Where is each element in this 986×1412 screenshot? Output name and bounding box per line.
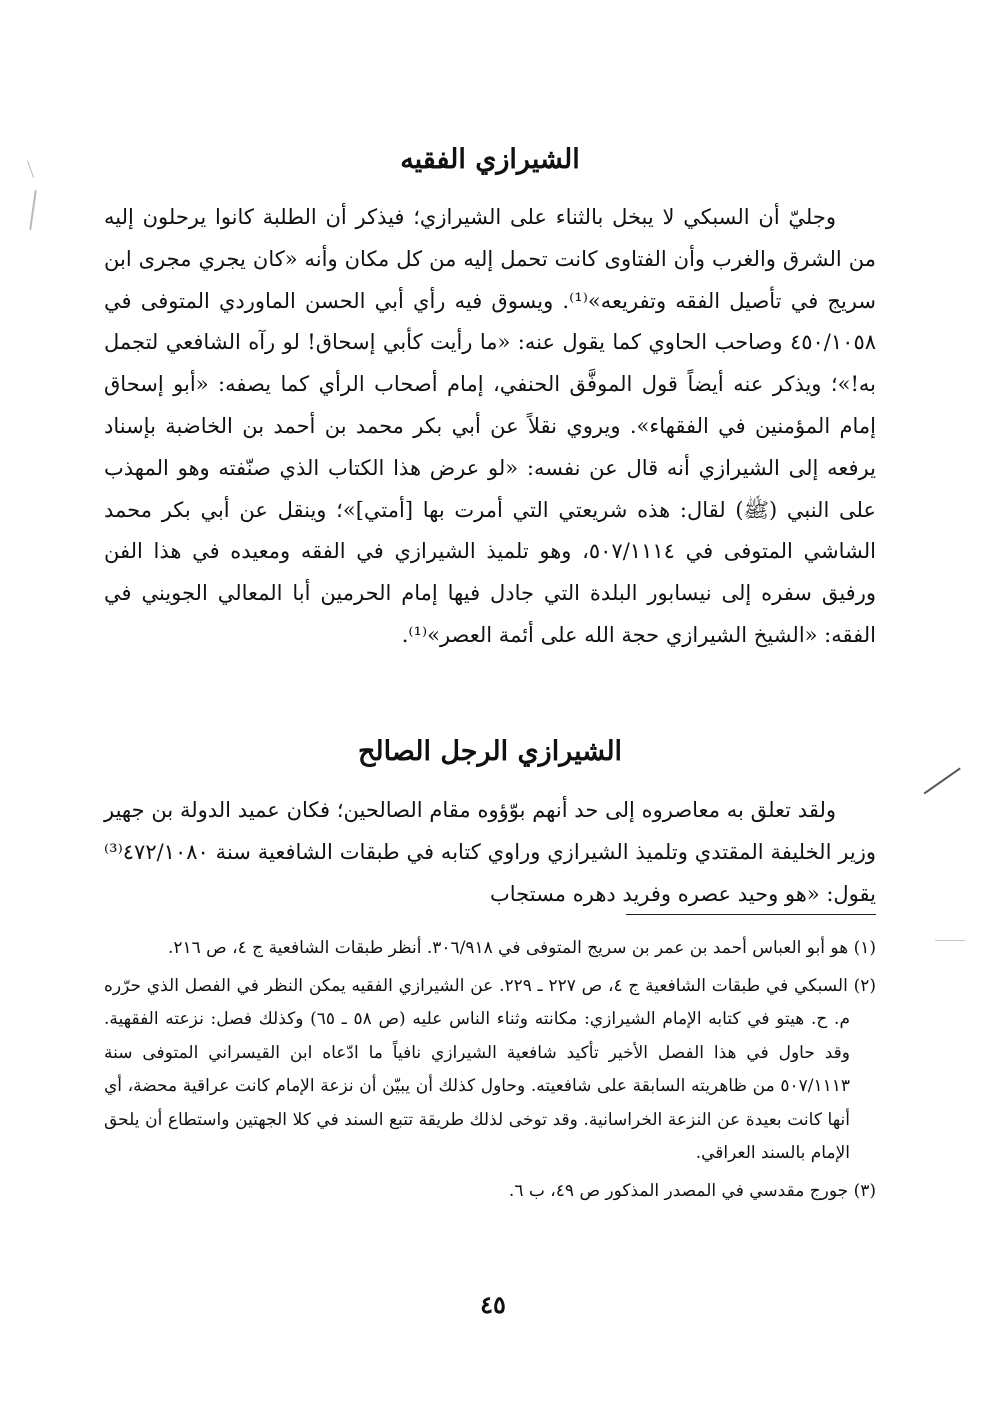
footnote-2: (٢) السبكي في طبقات الشافعية ج ٤، ص ٢٢٧ ـ ٢٢٩. عن الشيرازي الفقيه يمكن النظر في الفصل الذي حرّره م. ح. هيتو في كتابه الإمام الشيرازي: مكانته وثناء الناس عليه (ص ٥٨ ـ ٦٥) وكذلك فصل: نزعته الفقهية. وقد حاول في هذا الفصل الأخير تأكيد شافعية الشيرازي نافياً ما ادّعاه ابن القيسراني المتوفى سنة ٥٠٧/١١١٣ من ظاهريته السابقة على شافعيته. وحاول كذلك أن يبيّن أن نزعة الإمام كانت عراقية محضة، أي أنها كانت بعيدة عن النزعة الخراسانية. وقد توخى لذلك طريقة تتبع السند في كلا الجهتين واستطاع أن يلحق الإمام بالسند العراقي. (104, 975, 876, 1163)
scan-artifact (27, 160, 34, 177)
scan-artifact (29, 190, 36, 230)
footnote-1: (١) هو أبو العباس أحمد بن عمر بن سريج المتوفى في ٣٠٦/٩١٨. أنظر طبقات الشافعية ج ٤، ص ٢١٦. (167, 938, 876, 958)
footnote-separator (626, 914, 876, 915)
paragraph-righteous-man: ولقد تعلق به معاصروه إلى حد أنهم بوّؤوه مقام الصالحين؛ فكان عميد الدولة بن جهير وزير الخليفة المقتدي وتلميذ الشيرازي وراوي كتابه في طبقات الشافعية سنة ٤٧٢/١٠٨٠⁽³⁾ يقول: «هو وحيد عصره وفريد دهره مستجاب (104, 798, 876, 906)
scan-artifact (924, 768, 961, 794)
footnotes (104, 932, 876, 1212)
section-heading-righteous-man: الشيرازي الرجل الصالح (357, 736, 623, 767)
scan-artifact (935, 940, 965, 941)
paragraph-jurist: وجليّ أن السبكي لا يبخل بالثناء على الشيرازي؛ فيذكر أن الطلبة كانوا يرحلون إليه من الشرق والغرب وأن الفتاوى كانت تحمل إليه من كل مكان وأنه «كان يجري مجرى ابن سريج في تأصيل الفقه وتفريعه»⁽¹⁾. ويسوق فيه رأي أبي الحسن الماوردي المتوفى في ٤٥٠/١٠٥٨ وصاحب الحاوي كما يقول عنه: «ما رأيت كأبي إسحاق! لو رآه الشافعي لتجمل به!»؛ ويذكر عنه أيضاً قول الموفَّق الحنفي، إمام أصحاب الرأي كما يصفه: «أبو إسحاق إمام المؤمنين في الفقهاء». ويروي نقلاً عن أبي بكر محمد بن أحمد بن الخاضبة بإسناد يرفعه إلى الشيرازي أنه قال عن نفسه: «لو عرض هذا الكتاب الذي صنّفته وهو المهذب على النبي (ﷺ) لقال: هذه شريعتي التي أمرت بها [أمتي]»؛ وينقل عن أبي بكر محمد الشاشي المتوفى في ٥٠٧/١١١٤، وهو تلميذ الشيرازي في الفقه ومعيده في هذا الفن ورفيق سفره إلى نيسابور البلدة التي جادل فيها إمام الحرمين أبا المعالي الجويني في الفقه: «الشيخ الشيرازي حجة الله على أئمة العصر»⁽¹⁾. (104, 205, 876, 647)
section-heading-jurist: الشيرازي الفقيه (400, 144, 580, 175)
footnote-3: (٣) جورج مقدسي في المصدر المذكور ص ٤٩، ب ٦. (508, 1180, 876, 1201)
page-number: ٤٥ (480, 1290, 506, 1319)
